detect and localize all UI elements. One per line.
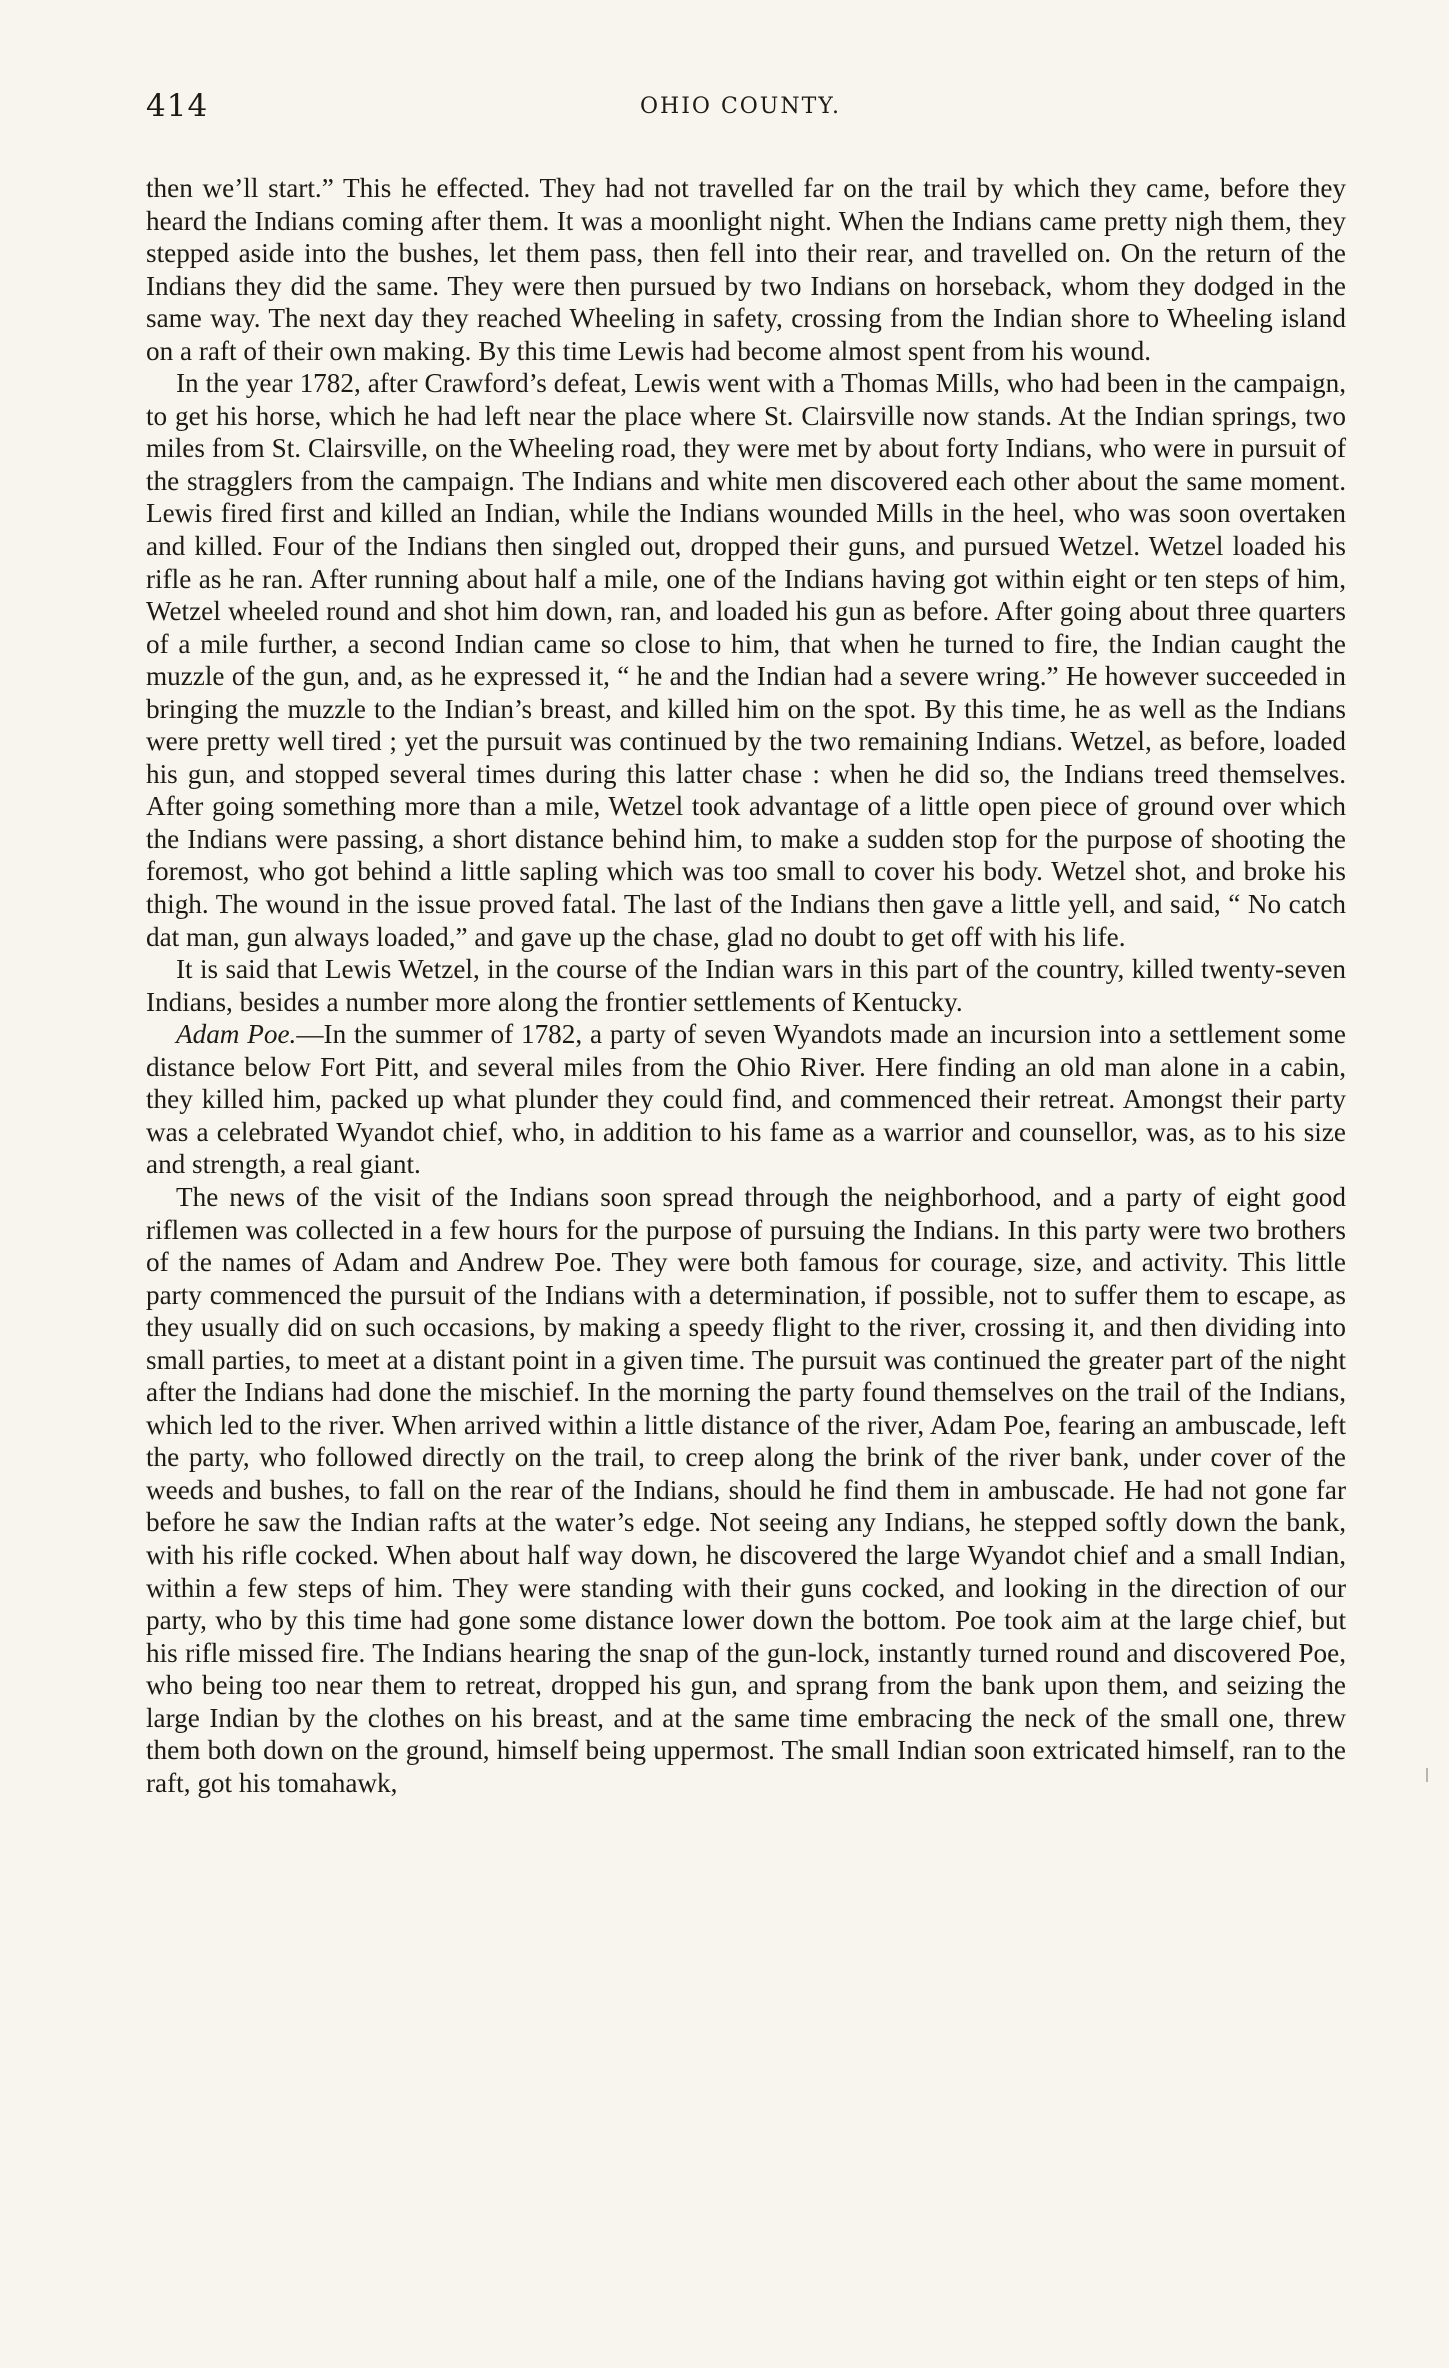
- paragraph-wetzel-tally: [146, 953, 1346, 1018]
- section-heading-adam-poe: Adam Poe.: [176, 1019, 297, 1050]
- paragraph-text: then we’ll start.” This he effected. They had not travelled far on the trail by which they came, before they heard the Indians coming after them. It was a moonlight night. When the Indians came pretty nigh them, they stepped aside into the bushes, let them pass, then fell into their rear, and travelled on. On the return of the Indians they did the same. They were then pursued by two Indians on horseback, whom they dodged in the same way. The next day they reached Wheeling in safety, crossing from the Indian shore to Wheeling island on a raft of their own making. By this time Lewis had become almost spent from his wound.: [146, 173, 1346, 366]
- paragraph-text: It is said that Lewis Wetzel, in the course of the Indian wars in this part of the country, killed twenty-seven Indians, besides a number more along the frontier settlements of Kentucky.: [146, 954, 1346, 1017]
- margin-mark: [1426, 1768, 1428, 1782]
- paragraph-crawford-defeat: [146, 367, 1346, 953]
- paragraph-text: In the year 1782, after Crawford’s defeat, Lewis went with a Thomas Mills, who had been in the campaign, to get his horse, which he had left near the place where St. Clairsville now stands. At the Indian springs, two miles from St. Clairsville, on the Wheeling road, they were met by about forty Indians, who were in pursuit of the stragglers from the campaign. The Indians and white men discovered each other about the same moment. Lewis fired first and killed an Indian, while the Indians wounded Mills in the heel, who was soon overtaken and killed. Four of the Indians then singled out, dropped their guns, and pursued Wetzel. Wetzel loaded his rifle as he ran. After running about half a mile, one of the Indians having got within eight or ten steps of him, Wetzel wheeled round and shot him down, ran, and loaded his gun as before. After going about three quarters of a mile further, a second Indian came so close to him, that when he turned to fire, the Indian caught the muzzle of the gun, and, as he expressed it, “ he and the Indian had a severe wring.” He however succeeded in bringing the muzzle to the Indian’s breast, and killed him on the spot. By this time, he as well as the Indians were pretty well tired ; yet the pursuit was continued by the two remaining Indians. Wetzel, as before, loaded his gun, and stopped several times during this latter chase : when he did so, the Indians treed themselves. After going something more than a mile, Wetzel took advantage of a little open piece of ground over which the Indians were passing, a short distance behind him, to make a sudden stop for the purpose of shooting the foremost, who got behind a little sapling which was too small to cover his body. Wetzel shot, and broke his thigh. The wound in the issue proved fatal. The last of the Indians then gave a little yell, and said, “ No catch dat man, gun always loaded,” and gave up the chase, glad no doubt to get off with his life.: [146, 368, 1346, 952]
- paragraph-text: —In the summer of 1782, a party of seven Wyandots made an incursion into a settlement some distance below Fort Pitt, and several miles from the Ohio River. Here finding an old man alone in a cabin, they killed him, packed up what plunder they could find, and commenced their retreat. Amongst their party was a celebrated Wyandot chief, who, in addition to his fame as a warrior and counsellor, was, as to his size and strength, a real giant.: [146, 1019, 1346, 1180]
- running-title: OHIO COUNTY.: [640, 94, 841, 119]
- paragraph-adam-poe: [146, 1018, 1346, 1181]
- paragraph-wetzel-escape: [146, 172, 1346, 367]
- paragraph-pursuit: [146, 1181, 1346, 1799]
- running-head: [146, 88, 1346, 138]
- body-text: [146, 172, 1346, 1799]
- paragraph-text: The news of the visit of the Indians soon spread through the neighborhood, and a party of eight good riflemen was collected in a few hours for the purpose of pursuing the Indians. In this party were two brothers of the names of Adam and Andrew Poe. They were both famous for courage, size, and activity. This little party commenced the pursuit of the Indians with a determination, if possible, not to suffer them to escape, as they usually did on such occasions, by making a speedy flight to the river, crossing it, and then dividing into small parties, to meet at a distant point in a given time. The pursuit was continued the greater part of the night after the Indians had done the mischief. In the morning the party found themselves on the trail of the Indians, which led to the river. When arrived within a little distance of the river, Adam Poe, fearing an ambuscade, left the party, who followed directly on the trail, to creep along the brink of the river bank, under cover of the weeds and bushes, to fall on the rear of the Indians, should he find them in ambuscade. He had not gone far before he saw the Indian rafts at the water’s edge. Not seeing any Indians, he stepped softly down the bank, with his rifle cocked. When about half way down, he discovered the large Wyandot chief and a small Indian, within a few steps of him. They were standing with their guns cocked, and looking in the direction of our party, who by this time had gone some distance lower down the bottom. Poe took aim at the large chief, but his rifle missed fire. The Indians hearing the snap of the gun-lock, instantly turned round and discovered Poe, who being too near them to retreat, dropped his gun, and sprang from the bank upon them, and seizing the large Indian by the clothes on his breast, and at the same time embracing the neck of the small one, threw them both down on the ground, himself being uppermost. The small Indian soon extricated himself, ran to the raft, got his tomahawk,: [146, 1181, 1346, 1798]
- page-number: 414: [146, 88, 209, 124]
